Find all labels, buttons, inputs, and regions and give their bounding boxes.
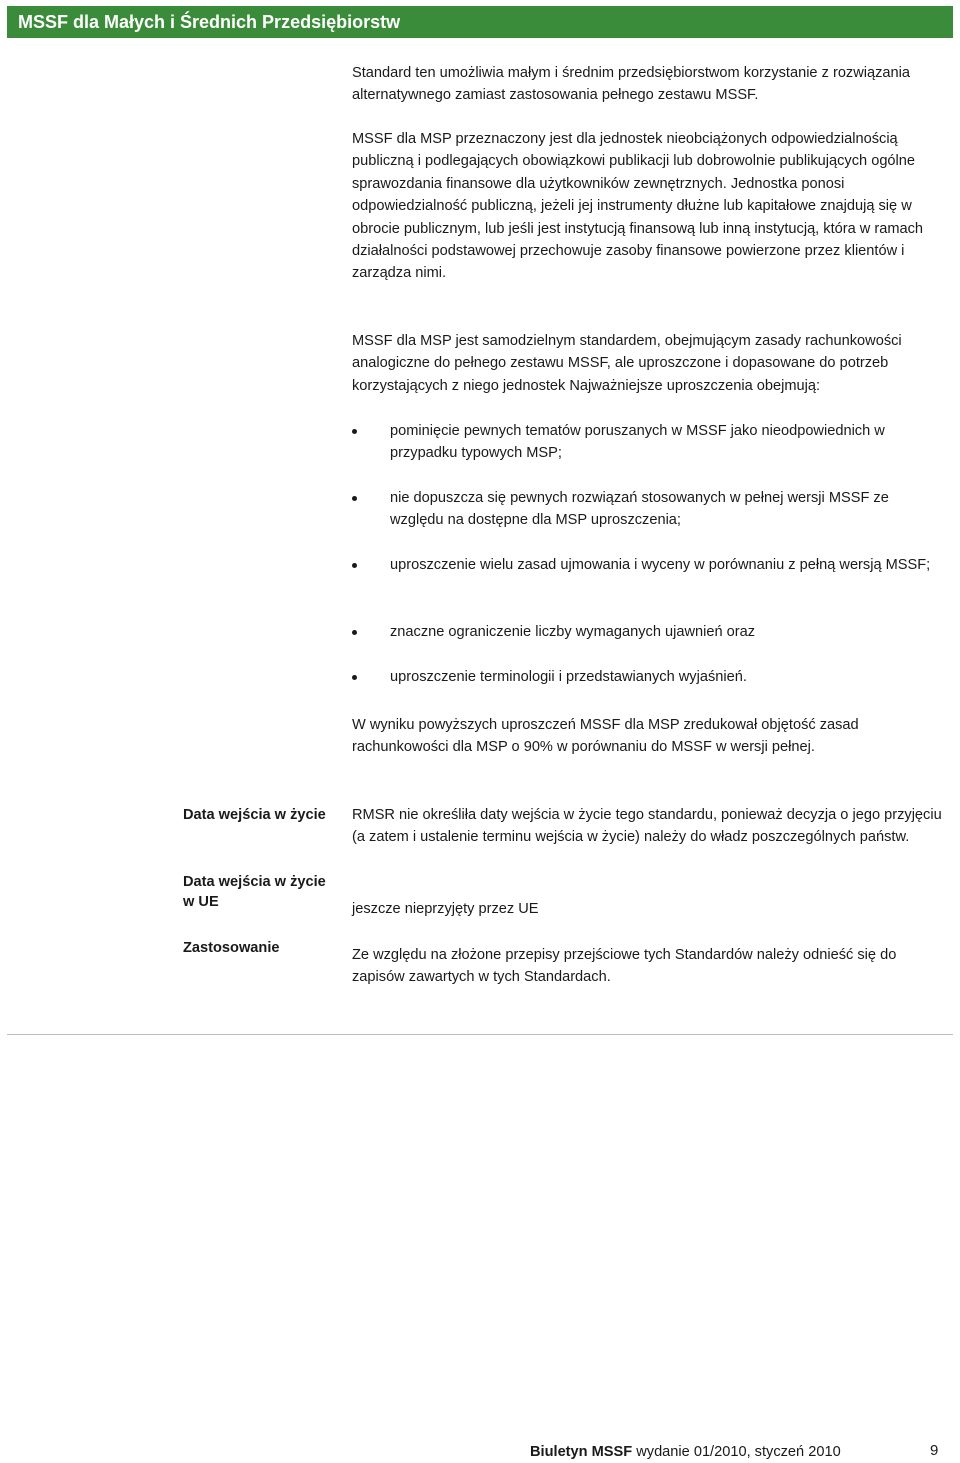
result-paragraph: W wyniku powyższych uproszczeń MSSF dla MSP zredukował objętość zasad rachunkowości dla MSP o 90% w porównaniu do MSSF w wersji pełnej. [352, 717, 859, 756]
effective-date-value: RMSR nie określiła daty wejścia w życie tego standardu, ponieważ decyzja o jego przyjęciu (a zatem i ustalenie terminu wejścia w życie) należy do władz poszczególnych państw. [352, 807, 942, 846]
bullet-icon [352, 630, 357, 635]
bullet-icon [352, 496, 357, 501]
standard-paragraph: MSSF dla MSP jest samodzielnym standardem, obejmującym zasady rachunkowości analogiczne do pełnego zestawu MSSF, ale uproszczone i dopasowane do potrzeb korzystających z niego jednostek Najważniejsze uproszczenia obejmują: [352, 333, 902, 394]
list-item-text: pominięcie pewnych tematów poruszanych w MSSF jako nieodpowiednich w przypadku typowych MSP; [390, 423, 885, 462]
footer-brand: Biuletyn MSSF [530, 1444, 633, 1460]
footer [530, 1441, 940, 1463]
footer-edition: wydanie 01/2010, styczeń 2010 [632, 1444, 841, 1460]
intro-paragraph: Standard ten umożliwia małym i średnim przedsiębiorstwom korzystanie z rozwiązania alternatywnego zamiast zastosowania pełnego zestawu MSSF. [352, 65, 911, 104]
bullet-icon [352, 675, 357, 680]
section-header-bar [7, 6, 953, 38]
list-item-text: nie dopuszcza się pewnych rozwiązań stosowanych w pełnej wersji MSSF ze względu na dostępne dla MSP uproszczenia; [390, 490, 889, 529]
bullet-icon [352, 429, 357, 434]
section-divider [7, 1034, 953, 1035]
list-item-text: znaczne ograniczenie liczby wymaganych ujawnień oraz [390, 624, 756, 640]
effective-date-label: Data wejścia w życie [183, 807, 326, 823]
list-item-text: uproszczenie wielu zasad ujmowania i wyceny w porównaniu z pełną wersją MSSF; [390, 557, 931, 573]
bullet-icon [352, 563, 357, 568]
eu-effective-date-value: jeszcze nieprzyjęty przez UE [352, 901, 539, 917]
section-title: MSSF dla Małych i Średnich Przedsiębiorstw [18, 12, 401, 32]
application-value: Ze względu na złożone przepisy przejściowe tych Standardów należy odnieść się do zapisów zawartych w tych Standardach. [352, 947, 897, 986]
application-label: Zastosowanie [183, 940, 280, 956]
scope-paragraph: MSSF dla MSP przeznaczony jest dla jednostek nieobciążonych odpowiedzialnością publiczną i podlegających obowiązkowi publikacji lub dobrowolnie publikujących ogólne sprawozdania finansowe dla użytkowników zewnętrznych. Jednostka ponosi odpowiedzialność publiczną, jeżeli jej instrumenty dłużne lub kapitałowe znajdują się w obrocie publicznym, lub jeśli jest instytucją finansową lub inną instytucją, która w ramach działalności podstawowej przechowuje zasoby finansowe powierzone przez klientów i zarządza nimi. [352, 131, 924, 282]
eu-effective-date-label: Data wejścia w życie w UE [183, 874, 326, 910]
page-number: 9 [930, 1442, 939, 1459]
list-item-text: uproszczenie terminologii i przedstawianych wyjaśnień. [390, 669, 747, 685]
